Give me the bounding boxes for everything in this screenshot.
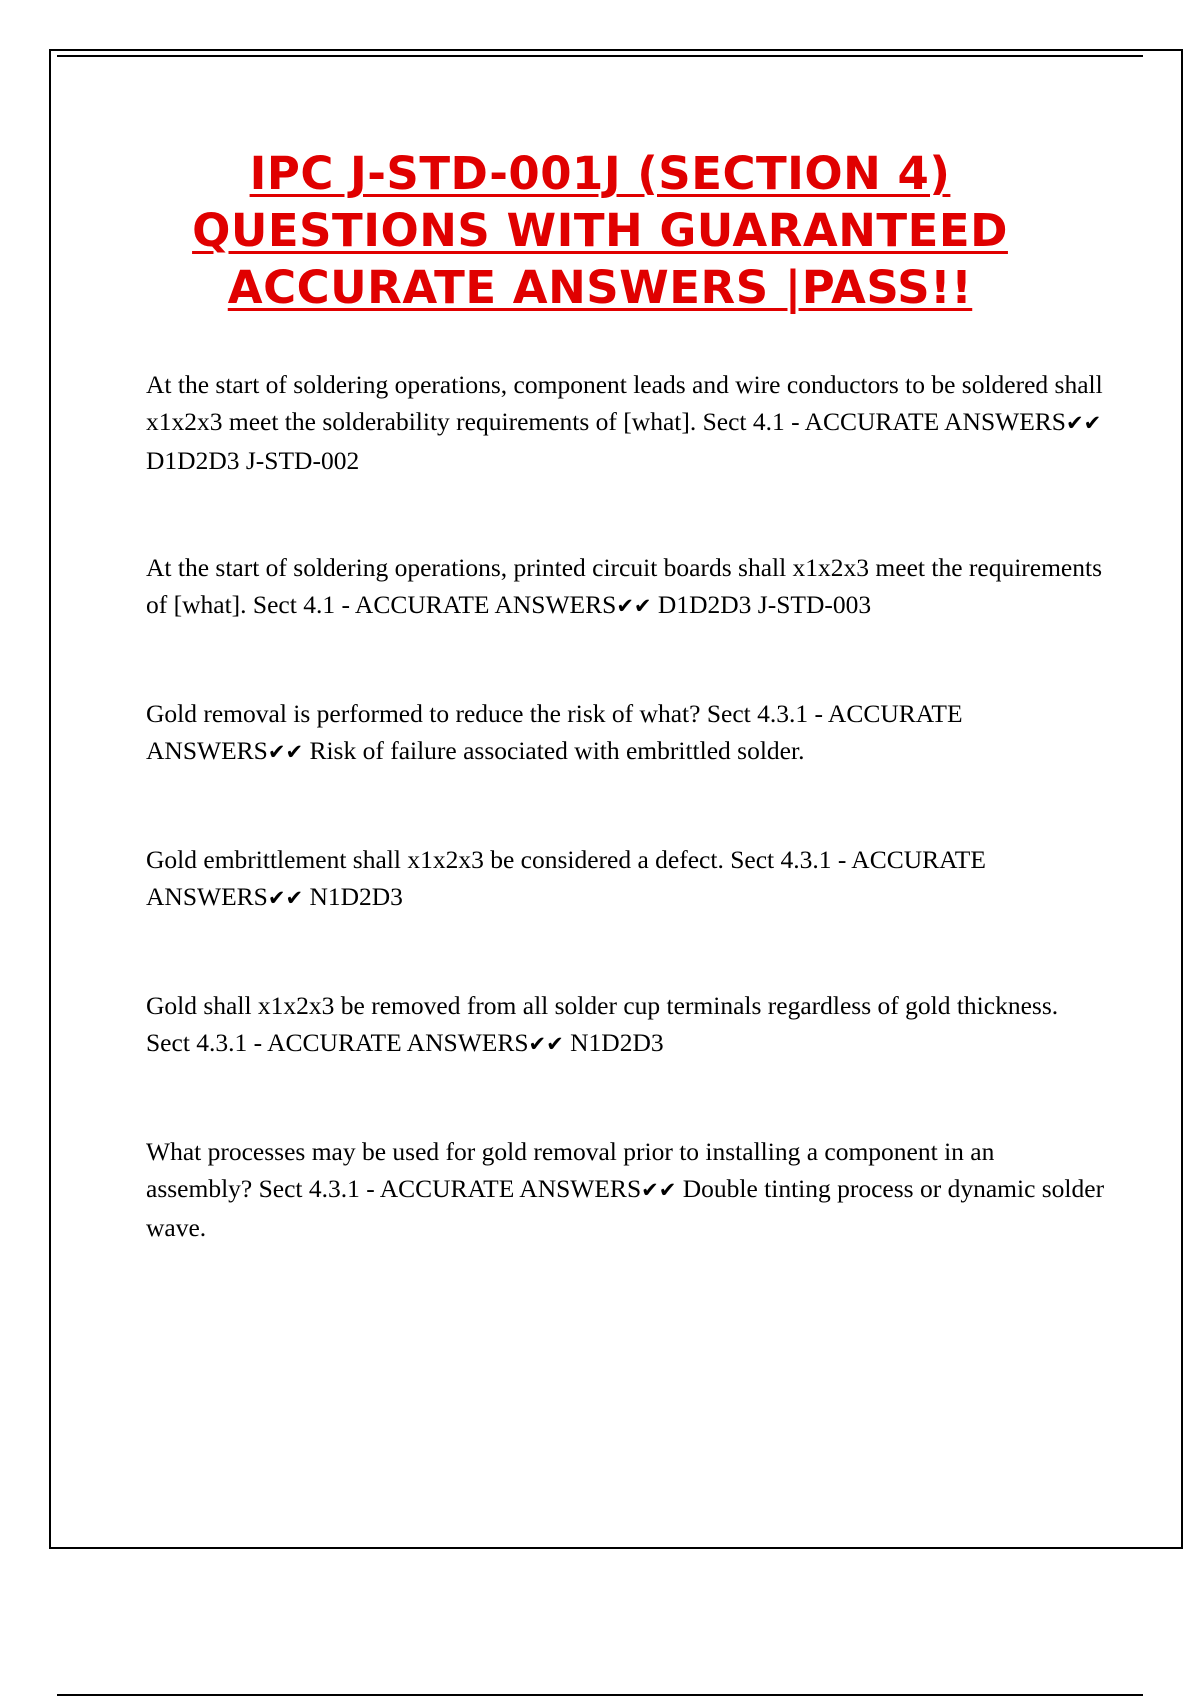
- checkmark-icon: ✔✔: [641, 1178, 677, 1202]
- qa-item: [146, 841, 1106, 917]
- checkmark-icon: ✔✔: [528, 1032, 564, 1056]
- qa-item: [146, 1133, 1106, 1246]
- bottom-rule-divider: [57, 1694, 1143, 1696]
- checkmark-icon: ✔✔: [1066, 411, 1102, 435]
- answer-text: Double tinting process or dynamic solder wave.: [146, 1174, 1105, 1242]
- document-title: IPC J-STD-001J (SECTION 4) QUESTIONS WITH GUARANTEED ACCURATE ANSWERS |PASS!!: [192, 147, 1008, 314]
- checkmark-icon: ✔✔: [267, 740, 304, 764]
- qa-item: [146, 549, 1106, 625]
- question-text: At the start of soldering operations, printed circuit boards shall x1x2x3 meet the requirements of [what]. Sect 4.1 - ACCURATE ANSWERS: [146, 553, 1103, 619]
- answer-text: N1D2D3: [563, 1028, 664, 1057]
- question-text: Gold embrittlement shall x1x2x3 be considered a defect. Sect 4.3.1 - ACCURATE ANSWERS: [146, 845, 986, 911]
- top-rule-divider: [57, 55, 1143, 57]
- question-text: Gold removal is performed to reduce the risk of what? Sect 4.3.1 - ACCURATE ANSWERS: [146, 699, 963, 765]
- question-text: What processes may be used for gold removal prior to installing a component in an assembly? Sect 4.3.1 - ACCURATE ANSWERS: [146, 1137, 995, 1203]
- qa-list: [146, 366, 1106, 1246]
- question-text: Gold shall x1x2x3 be removed from all solder cup terminals regardless of gold thickness. Sect 4.3.1 - ACCURATE ANSWERS: [146, 991, 1059, 1057]
- checkmark-icon: ✔✔: [616, 594, 652, 618]
- checkmark-icon: ✔✔: [267, 886, 304, 910]
- qa-item: [146, 695, 1106, 771]
- question-text: At the start of soldering operations, component leads and wire conductors to be soldered shall x1x2x3 meet the solderability requirements of [what]. Sect 4.1 - ACCURATE ANSWERS: [146, 370, 1103, 436]
- answer-text: D1D2D3 J-STD-003: [651, 590, 872, 619]
- answer-text: N1D2D3: [303, 882, 403, 911]
- qa-item: [146, 366, 1106, 479]
- answer-text: Risk of failure associated with embrittled solder.: [303, 736, 805, 765]
- qa-item: [146, 987, 1106, 1063]
- answer-text: D1D2D3 J-STD-002: [146, 446, 360, 475]
